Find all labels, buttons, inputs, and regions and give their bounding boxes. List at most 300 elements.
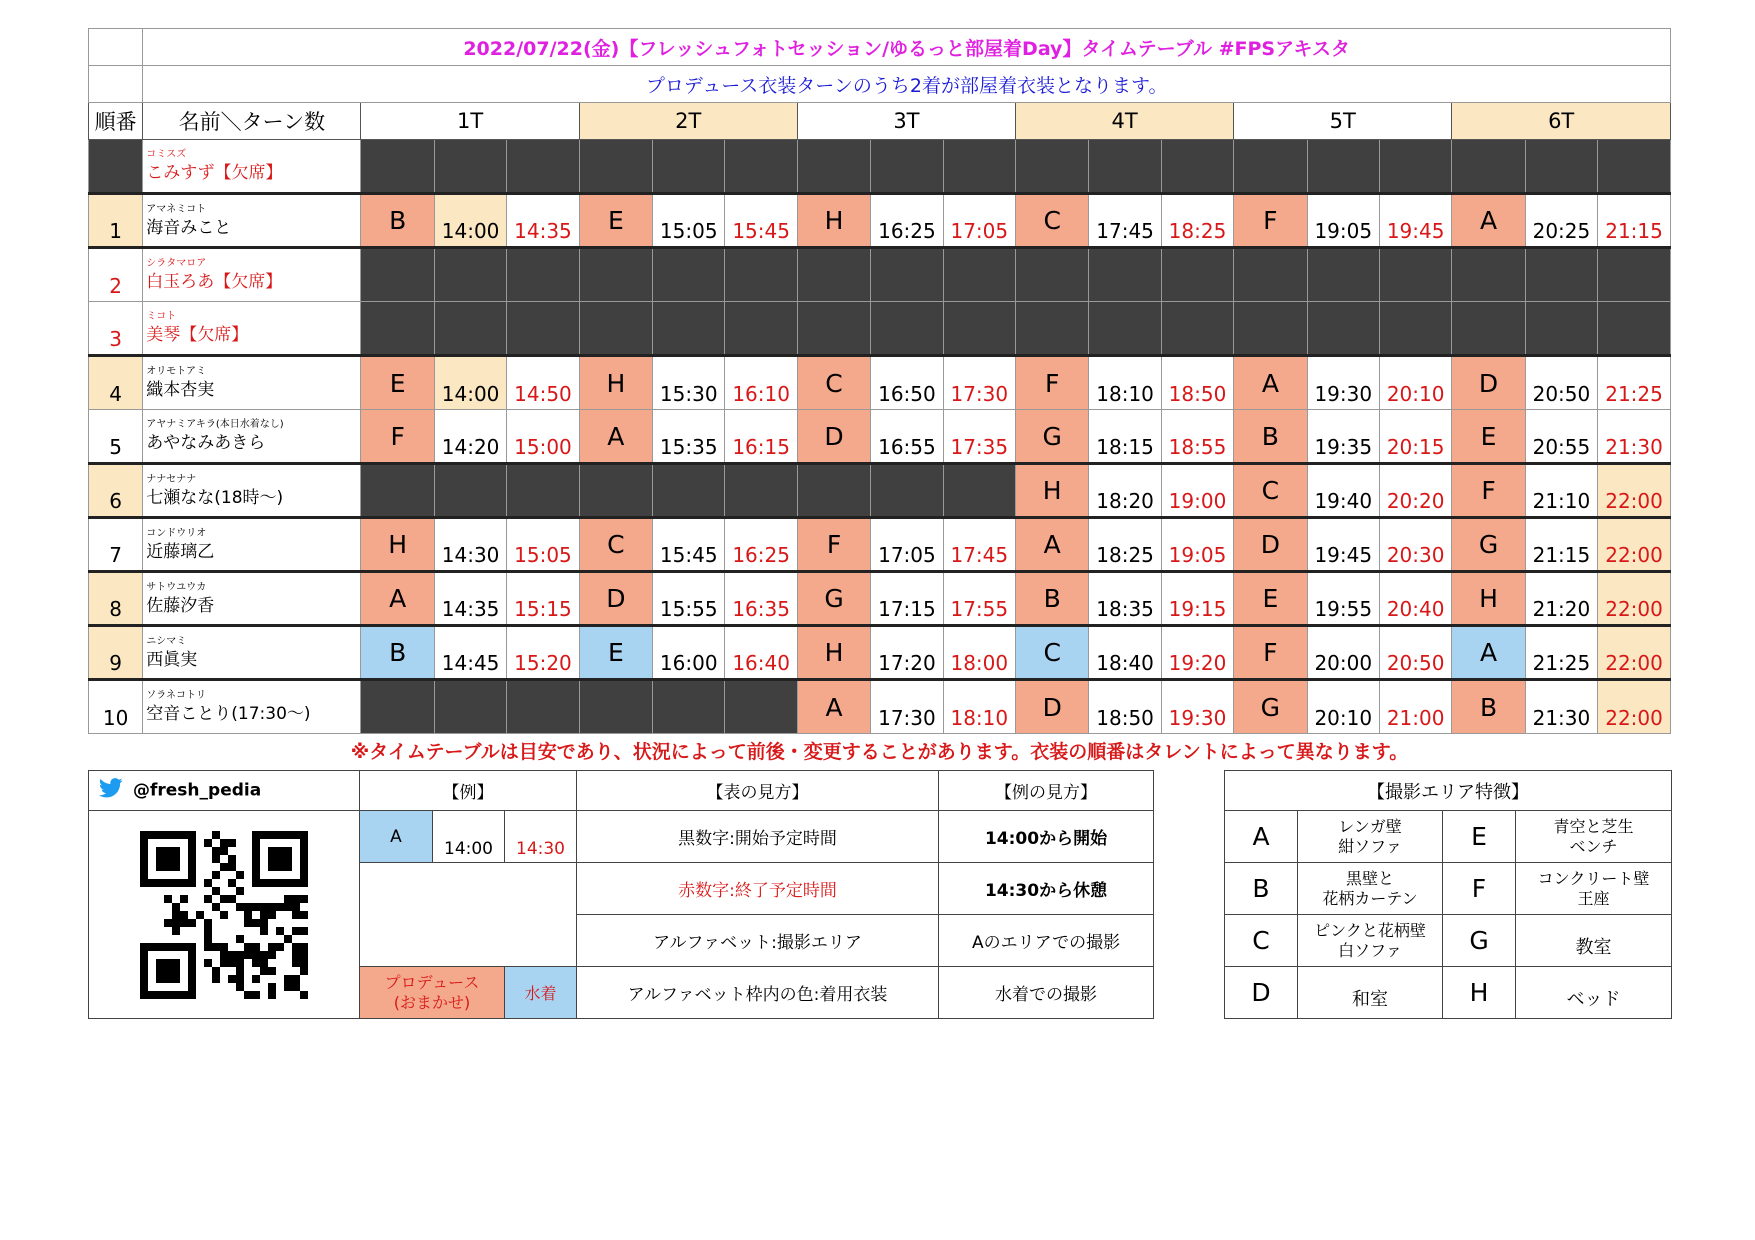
- twitter-icon: [99, 778, 123, 803]
- end-time: 19:05: [1161, 518, 1233, 572]
- end-time: 14:50: [507, 356, 579, 410]
- legend-example-howto-header: 【例の見方】: [939, 771, 1154, 811]
- start-time: 18:10: [1089, 356, 1161, 410]
- empty-slot: [1089, 140, 1161, 194]
- legend-table: [88, 770, 1154, 1019]
- area-letter: E: [579, 626, 652, 680]
- area-description-line-2: 教室: [1575, 936, 1612, 958]
- area-letter: H: [361, 518, 434, 572]
- end-time: 19:30: [1161, 680, 1233, 734]
- end-time: 22:00: [1598, 626, 1671, 680]
- empty-slot: [507, 464, 579, 518]
- empty-slot: [1598, 248, 1671, 302]
- empty-slot: [1016, 248, 1089, 302]
- empty-slot: [1452, 140, 1525, 194]
- talent-name-cell: [143, 302, 361, 356]
- area-description-line-2: 花柄カーテン: [1322, 888, 1418, 908]
- start-time: 14:00: [434, 194, 506, 248]
- area-description: [1516, 811, 1672, 863]
- start-time: 16:50: [871, 356, 943, 410]
- area-letter: A: [1452, 626, 1525, 680]
- col-header-name: 名前＼ターン数: [143, 103, 361, 140]
- area-letter: B: [1452, 680, 1525, 734]
- area-letter: G: [1234, 680, 1307, 734]
- row-number: 7: [89, 518, 143, 572]
- legend-example-end: 14:30: [505, 811, 577, 863]
- empty-slot: [1307, 302, 1379, 356]
- empty-slot: [1525, 140, 1597, 194]
- empty-slot: [579, 302, 652, 356]
- talent-name: 空音ことり(17:30～): [146, 704, 311, 724]
- end-time: 20:15: [1379, 410, 1451, 464]
- timetable-note: ※タイムテーブルは目安であり、状況によって前後・変更することがあります。衣装の順番はタレントによって異なります。: [350, 741, 1409, 764]
- start-time: 14:00: [434, 356, 506, 410]
- empty-slot: [797, 248, 870, 302]
- end-time: 16:40: [725, 626, 797, 680]
- area-description-line-1: コンクリート壁: [1537, 868, 1650, 888]
- start-time: 17:45: [1089, 194, 1161, 248]
- empty-slot: [434, 248, 506, 302]
- qr-code-cell: [89, 811, 360, 1019]
- legend-produce-label-1: プロデュース: [384, 972, 480, 992]
- area-description-line-2: 白ソファ: [1338, 940, 1402, 960]
- end-time: 22:00: [1598, 464, 1671, 518]
- row-number: 3: [89, 302, 143, 356]
- end-time: 15:15: [507, 572, 579, 626]
- area-description: [1298, 863, 1443, 915]
- legend-swim-swatch: 水着: [505, 967, 577, 1019]
- start-time: 19:45: [1307, 518, 1379, 572]
- end-time: 15:00: [507, 410, 579, 464]
- area-letter: D: [1234, 518, 1307, 572]
- talent-kana: シラタマロア: [146, 258, 207, 269]
- start-time: 18:50: [1089, 680, 1161, 734]
- empty-slot: [361, 140, 434, 194]
- twitter-handle[interactable]: [89, 771, 360, 811]
- row-number: [89, 140, 143, 194]
- end-time: 18:10: [943, 680, 1015, 734]
- empty-slot: [1307, 140, 1379, 194]
- empty-slot: [653, 248, 725, 302]
- area-letter: G: [1452, 518, 1525, 572]
- legend-howto-header: 【表の見方】: [577, 771, 939, 811]
- start-time: 15:35: [653, 410, 725, 464]
- col-header-turn-3: 3T: [797, 103, 1015, 140]
- start-time: 14:30: [434, 518, 506, 572]
- area-key-letter: A: [1225, 811, 1298, 863]
- area-letter: F: [361, 410, 434, 464]
- start-time: 18:35: [1089, 572, 1161, 626]
- end-time: 21:25: [1598, 356, 1671, 410]
- empty-slot: [361, 248, 434, 302]
- row-number: 1: [89, 194, 143, 248]
- row-number: 6: [89, 464, 143, 518]
- row-number: 2: [89, 248, 143, 302]
- end-time: 14:35: [507, 194, 579, 248]
- start-time: 15:45: [653, 518, 725, 572]
- start-time: 19:40: [1307, 464, 1379, 518]
- talent-name-cell: [143, 410, 361, 464]
- empty-slot: [797, 464, 870, 518]
- end-time: 17:05: [943, 194, 1015, 248]
- empty-slot: [1307, 248, 1379, 302]
- empty-slot: [434, 302, 506, 356]
- start-time: 18:25: [1089, 518, 1161, 572]
- talent-name-cell: [143, 194, 361, 248]
- area-key-letter: H: [1443, 967, 1516, 1019]
- area-letter: F: [797, 518, 870, 572]
- start-time: 21:10: [1525, 464, 1597, 518]
- area-description-line-2: ベッド: [1566, 988, 1621, 1010]
- start-time: 20:25: [1525, 194, 1597, 248]
- talent-name: 白玉ろあ【欠席】: [146, 272, 283, 292]
- empty-slot: [943, 464, 1015, 518]
- page-subtitle: プロデュース衣装ターンのうち2着が部屋着衣装となります。: [143, 66, 1671, 103]
- talent-kana: サトウユウカ: [146, 581, 207, 593]
- area-description-line-2: ベンチ: [1569, 836, 1618, 856]
- start-time: 17:05: [871, 518, 943, 572]
- area-letter: D: [1016, 680, 1089, 734]
- talent-kana: ソラネコトリ: [146, 690, 206, 701]
- timetable: [88, 28, 1671, 768]
- talent-kana: コミスズ: [146, 149, 187, 160]
- empty-slot: [943, 302, 1015, 356]
- area-letter: H: [579, 356, 652, 410]
- end-time: 20:30: [1379, 518, 1451, 572]
- start-time: 16:55: [871, 410, 943, 464]
- start-time: 20:55: [1525, 410, 1597, 464]
- twitter-handle-text: @fresh_pedia: [133, 780, 262, 801]
- end-time: 21:00: [1379, 680, 1451, 734]
- empty-slot: [725, 302, 797, 356]
- talent-name: 七瀬なな(18時～): [146, 487, 284, 508]
- end-time: 20:40: [1379, 572, 1451, 626]
- empty-slot: [1161, 302, 1233, 356]
- talent-name-cell: [143, 518, 361, 572]
- empty-slot: [1379, 140, 1451, 194]
- end-time: 19:45: [1379, 194, 1451, 248]
- row-number: 9: [89, 626, 143, 680]
- empty-slot: [579, 680, 652, 734]
- area-letter: C: [1016, 626, 1089, 680]
- empty-slot: [1379, 248, 1451, 302]
- talent-kana: アマネミコト: [146, 203, 207, 215]
- start-time: 15:30: [653, 356, 725, 410]
- empty-slot: [725, 464, 797, 518]
- end-time: 20:10: [1379, 356, 1451, 410]
- area-description-line-2: 王座: [1577, 888, 1610, 908]
- legend-example-howto-2: Aのエリアでの撮影: [939, 915, 1154, 967]
- area-letter: A: [1452, 194, 1525, 248]
- area-letter: A: [579, 410, 652, 464]
- legend-produce-label-2: (おまかせ): [393, 992, 471, 1012]
- start-time: 17:30: [871, 680, 943, 734]
- start-time: 14:35: [434, 572, 506, 626]
- end-time: 22:00: [1598, 572, 1671, 626]
- empty-slot: [871, 248, 943, 302]
- end-time: 17:30: [943, 356, 1015, 410]
- end-time: 22:00: [1598, 518, 1671, 572]
- empty-slot: [1379, 302, 1451, 356]
- empty-slot: [1161, 140, 1233, 194]
- start-time: 21:20: [1525, 572, 1597, 626]
- area-letter: C: [1234, 464, 1307, 518]
- empty-slot: [507, 680, 579, 734]
- col-header-turn-1: 1T: [361, 103, 579, 140]
- table-row: [89, 410, 1671, 464]
- talent-kana: コンドウリオ: [146, 527, 207, 539]
- area-description: [1516, 915, 1672, 967]
- end-time: 16:15: [725, 410, 797, 464]
- area-letter: A: [797, 680, 870, 734]
- empty-slot: [871, 140, 943, 194]
- talent-kana: ナナセナナ: [146, 473, 197, 485]
- empty-slot: [507, 140, 579, 194]
- area-letter: F: [1234, 194, 1307, 248]
- area-letter: A: [1234, 356, 1307, 410]
- area-letter: F: [1016, 356, 1089, 410]
- area-letter: C: [797, 356, 870, 410]
- empty-slot: [653, 302, 725, 356]
- empty-slot: [1089, 302, 1161, 356]
- start-time: 21:15: [1525, 518, 1597, 572]
- empty-slot: [434, 140, 506, 194]
- area-key-letter: G: [1443, 915, 1516, 967]
- start-time: 19:55: [1307, 572, 1379, 626]
- area-letter: B: [1016, 572, 1089, 626]
- empty-slot: [1598, 140, 1671, 194]
- row-number: 10: [89, 680, 143, 734]
- empty-slot: [725, 680, 797, 734]
- empty-slot: [1161, 248, 1233, 302]
- area-description: [1516, 967, 1672, 1019]
- start-time: 17:15: [871, 572, 943, 626]
- col-header-turn-2: 2T: [579, 103, 797, 140]
- page-title: 2022/07/22(金)【フレッシュフォトセッション/ゆるっと部屋着Day】タイムテーブル #FPSアキスタ: [143, 29, 1671, 66]
- row-number: 5: [89, 410, 143, 464]
- talent-kana: ミコト: [146, 311, 177, 322]
- talent-name: 佐藤汐香: [146, 595, 215, 616]
- talent-name-cell: [143, 464, 361, 518]
- legend-howto-1: 赤数字:終了予定時間: [577, 863, 939, 915]
- area-letter: B: [361, 194, 434, 248]
- empty-slot: [1234, 302, 1307, 356]
- table-row: [89, 356, 1671, 410]
- area-letter: E: [361, 356, 434, 410]
- talent-name: 西眞実: [146, 649, 198, 670]
- empty-slot: [871, 302, 943, 356]
- start-time: 19:35: [1307, 410, 1379, 464]
- talent-kana: アヤナミアキラ(本日水着なし): [146, 419, 284, 430]
- legend-example-howto-0: 14:00から開始: [939, 811, 1154, 863]
- row-number: 4: [89, 356, 143, 410]
- empty-slot: [361, 464, 434, 518]
- empty-slot: [1525, 248, 1597, 302]
- area-description: [1298, 967, 1443, 1019]
- empty-slot: [507, 248, 579, 302]
- empty-slot: [579, 464, 652, 518]
- empty-slot: [943, 248, 1015, 302]
- row-number: 8: [89, 572, 143, 626]
- area-table-header: 【撮影エリア特徴】: [1225, 771, 1672, 811]
- area-letter: D: [797, 410, 870, 464]
- table-row: [89, 140, 1671, 194]
- start-time: 15:05: [653, 194, 725, 248]
- end-time: 17:35: [943, 410, 1015, 464]
- empty-slot: [507, 302, 579, 356]
- area-description-line-2: 紺ソファ: [1338, 836, 1402, 856]
- talent-kana: ニシマミ: [146, 635, 187, 647]
- start-time: 15:55: [653, 572, 725, 626]
- empty-slot: [1016, 140, 1089, 194]
- empty-slot: [797, 302, 870, 356]
- end-time: 15:45: [725, 194, 797, 248]
- end-time: 19:00: [1161, 464, 1233, 518]
- end-time: 16:35: [725, 572, 797, 626]
- end-time: 16:25: [725, 518, 797, 572]
- end-time: 15:20: [507, 626, 579, 680]
- end-time: 18:00: [943, 626, 1015, 680]
- talent-name: 美琴【欠席】: [146, 325, 249, 345]
- area-letter: G: [1016, 410, 1089, 464]
- start-time: 18:20: [1089, 464, 1161, 518]
- empty-slot: [579, 248, 652, 302]
- area-key-letter: D: [1225, 967, 1298, 1019]
- talent-name: 織本杏実: [146, 380, 215, 400]
- area-description-line-1: 青空と芝生: [1553, 816, 1634, 836]
- legend-howto-3: アルファベット枠内の色:着用衣装: [577, 967, 939, 1019]
- area-letter: E: [1234, 572, 1307, 626]
- end-time: 21:30: [1598, 410, 1671, 464]
- talent-name-cell: [143, 140, 361, 194]
- start-time: 19:05: [1307, 194, 1379, 248]
- area-key-letter: C: [1225, 915, 1298, 967]
- end-time: 21:15: [1598, 194, 1671, 248]
- area-letter: B: [361, 626, 434, 680]
- area-letter: H: [797, 194, 870, 248]
- empty-slot: [725, 140, 797, 194]
- area-key-letter: B: [1225, 863, 1298, 915]
- talent-name-cell: [143, 356, 361, 410]
- empty-slot: [653, 680, 725, 734]
- table-row: [89, 572, 1671, 626]
- start-time: 18:15: [1089, 410, 1161, 464]
- table-row: [89, 464, 1671, 518]
- empty-slot: [1089, 248, 1161, 302]
- start-time: 14:45: [434, 626, 506, 680]
- talent-name-cell: [143, 680, 361, 734]
- end-time: 15:05: [507, 518, 579, 572]
- area-key-letter: F: [1443, 863, 1516, 915]
- area-description: [1516, 863, 1672, 915]
- table-row: [89, 248, 1671, 302]
- end-time: 17:45: [943, 518, 1015, 572]
- legend-example-howto-3: 水着での撮影: [939, 967, 1154, 1019]
- area-letter: E: [1452, 410, 1525, 464]
- start-time: 18:40: [1089, 626, 1161, 680]
- talent-name-cell: [143, 248, 361, 302]
- end-time: 16:10: [725, 356, 797, 410]
- start-time: 20:10: [1307, 680, 1379, 734]
- empty-slot: [1525, 302, 1597, 356]
- talent-name: こみすず【欠席】: [146, 163, 283, 183]
- legend-blank: [360, 863, 577, 967]
- legend-example-howto-1: 14:30から休憩: [939, 863, 1154, 915]
- area-letter: B: [1234, 410, 1307, 464]
- area-letter: A: [361, 572, 434, 626]
- end-time: 17:55: [943, 572, 1015, 626]
- empty-slot: [1234, 248, 1307, 302]
- empty-slot: [1452, 248, 1525, 302]
- table-row: [89, 302, 1671, 356]
- empty-slot: [361, 680, 434, 734]
- end-time: 18:50: [1161, 356, 1233, 410]
- area-letter: H: [1452, 572, 1525, 626]
- legend-howto-0: 黒数字:開始予定時間: [577, 811, 939, 863]
- end-time: 22:00: [1598, 680, 1671, 734]
- empty-slot: [361, 302, 434, 356]
- area-letter: H: [797, 626, 870, 680]
- talent-name-cell: [143, 572, 361, 626]
- empty-slot: [434, 680, 506, 734]
- start-time: 20:00: [1307, 626, 1379, 680]
- area-table: [1224, 770, 1672, 1019]
- table-row: [89, 518, 1671, 572]
- area-description-line-1: レンガ壁: [1338, 816, 1402, 836]
- empty-slot: [725, 248, 797, 302]
- table-row: [89, 626, 1671, 680]
- talent-name: あやなみあきら: [146, 433, 266, 453]
- empty-slot: [871, 464, 943, 518]
- col-header-turn-5: 5T: [1234, 103, 1452, 140]
- area-letter: E: [579, 194, 652, 248]
- subtitle-blank: [89, 66, 143, 103]
- end-time: 20:50: [1379, 626, 1451, 680]
- area-letter: G: [797, 572, 870, 626]
- area-letter: D: [579, 572, 652, 626]
- area-description: [1298, 915, 1443, 967]
- qr-code[interactable]: [140, 831, 308, 999]
- start-time: 14:20: [434, 410, 506, 464]
- end-time: 19:20: [1161, 626, 1233, 680]
- col-header-no: 順番: [89, 103, 143, 140]
- empty-slot: [1234, 140, 1307, 194]
- end-time: 18:55: [1161, 410, 1233, 464]
- area-letter: H: [1016, 464, 1089, 518]
- area-description-line-1: 黒壁と: [1345, 868, 1394, 888]
- empty-slot: [797, 140, 870, 194]
- legend-howto-2: アルファベット:撮影エリア: [577, 915, 939, 967]
- area-description-line-2: 和室: [1352, 988, 1388, 1010]
- legend-example-header: 【例】: [360, 771, 577, 811]
- area-letter: F: [1452, 464, 1525, 518]
- area-letter: A: [1016, 518, 1089, 572]
- empty-slot: [1452, 302, 1525, 356]
- talent-name: 近藤璃乙: [146, 541, 215, 562]
- table-row: [89, 194, 1671, 248]
- start-time: 21:30: [1525, 680, 1597, 734]
- column-header-row: [89, 103, 1671, 140]
- start-time: 19:30: [1307, 356, 1379, 410]
- start-time: 21:25: [1525, 626, 1597, 680]
- talent-name-cell: [143, 626, 361, 680]
- area-letter: F: [1234, 626, 1307, 680]
- talent-name: 海音みこと: [146, 217, 232, 238]
- empty-slot: [1016, 302, 1089, 356]
- talent-kana: オリモトアミ: [146, 366, 206, 377]
- area-description: [1298, 811, 1443, 863]
- title-blank: [89, 29, 143, 66]
